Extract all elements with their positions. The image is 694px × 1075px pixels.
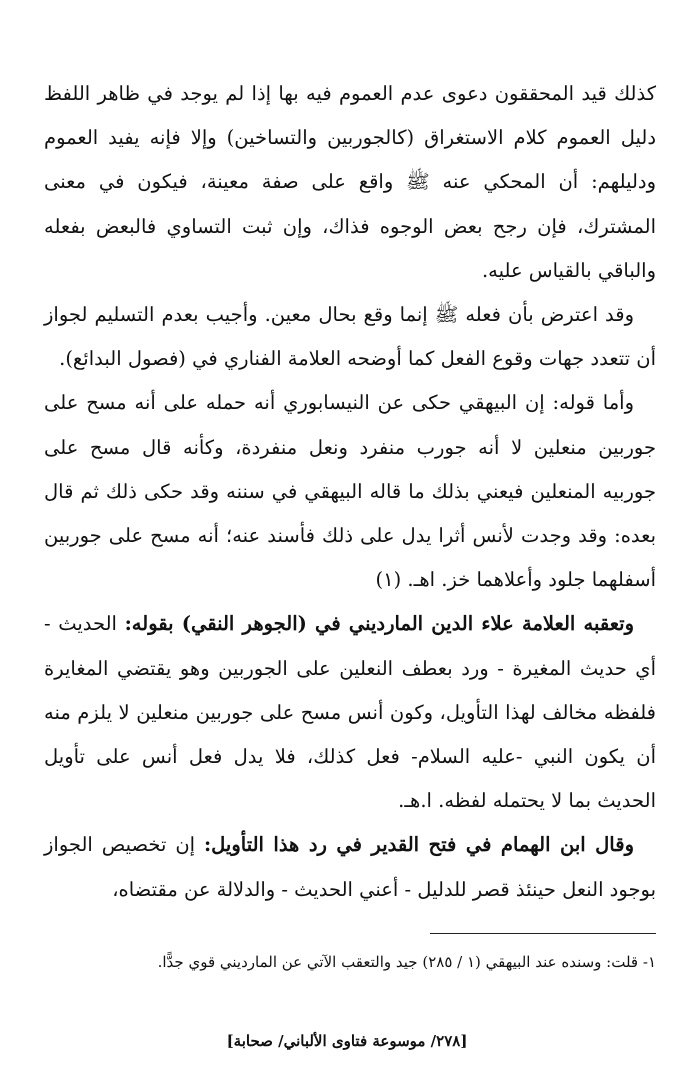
paragraph-3	[44, 381, 656, 602]
footnote: ١- قلت: وسنده عند البيهقي (١ / ٢٨٥) جيد والتعقب الآتي عن المارديني قوي جدًّا.	[157, 953, 656, 971]
paragraph-2	[44, 293, 656, 381]
footnote-divider	[430, 933, 656, 934]
main-text	[44, 72, 656, 912]
paragraph-lead: وقال ابن الهمام في فتح القدير في رد هذا التأويل:	[203, 833, 634, 857]
paragraph-1	[44, 72, 656, 293]
paragraph-text: وقد اعترض بأن فعله ﷺ إنما وقع بحال معين. وأجيب بعدم التسليم لجواز أن تتعدد جهات وقوع الفعل كما أوضحه العلامة الفناري في (فصول البدائع).	[44, 303, 656, 371]
paragraph-text: إن تخصيص الجواز بوجود النعل حينئذ قصر للدليل - أعني الحديث - والدلالة عن مقتضاه،	[44, 833, 656, 901]
page-footer: [٢٧٨/ موسوعة فتاوى الألباني/ صحابة]	[226, 1032, 468, 1050]
paragraph-text: كذلك قيد المحققون دعوى عدم العموم فيه بها إذا لم يوجد في ظاهر اللفظ دليل العموم كلام الاستغراق (كالجوربين والتساخين) وإلا فإنه يفيد العموم ودليلهم: أن المحكي عنه ﷺ واقع على صفة معينة، فيكون في معنى المشترك، فإن رجح بعض الوجوه فذاك، وإن ثبت التساوي فالبعض بفعله والباقي بالقياس عليه.	[44, 82, 656, 282]
paragraph-text: الحديث - أي حديث المغيرة - ورد بعطف النعلين على الجوربين وهو يقتضي المغايرة فلفظه مخالف لهذا التأويل، وكون أنس مسح على جوربين منعلين لا يلزم منه أن يكون النبي -عليه السلام- فعل كذلك، فلا يدل فعل أنس على تأويل الحديث بما لا يحتمله لفظه. ا.هـ.	[44, 612, 656, 813]
paragraph-4	[44, 602, 656, 823]
paragraph-5	[44, 823, 656, 911]
paragraph-lead: وتعقبه العلامة علاء الدين المارديني في (الجوهر النقي) بقوله:	[124, 612, 634, 636]
paragraph-text: وأما قوله: إن البيهقي حكى عن النيسابوري أنه حمله على أنه مسح على جوربين منعلين لا أنه جورب منفرد ونعل منفردة، وكأنه قال مسح على جوربيه المنعلين فيعني بذلك ما قاله البيهقي في سننه وقد حكى ذلك ثم قال بعده: وقد وجدت لأنس أثرا يدل على ذلك فأسند عنه؛ أنه مسح على جوربين أسفلهما جلود وأعلاهما خز. اهـ. (١)	[44, 391, 656, 592]
